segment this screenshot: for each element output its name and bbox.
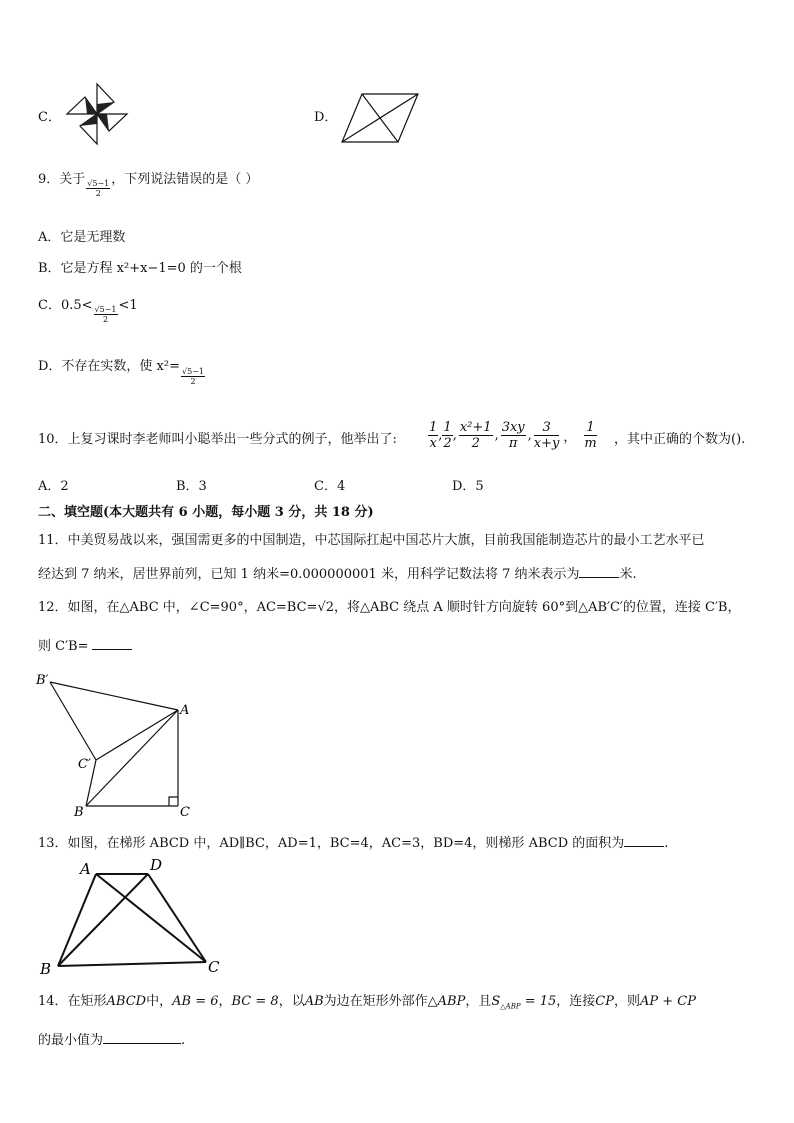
label-d: D bbox=[150, 856, 163, 874]
label-b: B bbox=[40, 960, 52, 978]
q10-fraction-5 bbox=[534, 420, 560, 451]
q14-rect-name: ABCD bbox=[106, 994, 147, 1009]
q14-area-subscript: △ABP bbox=[500, 1002, 521, 1011]
q8-option-c-label: C． bbox=[38, 110, 61, 125]
q14-text-7: ，则 bbox=[614, 994, 641, 1009]
q12-sqrt2: √2 bbox=[317, 600, 334, 615]
q14-ab: AB bbox=[304, 994, 324, 1009]
segment-b-prime-c-prime bbox=[50, 682, 96, 760]
q9-option-b: B．它是方程 x²+x−1=0 的一个根 bbox=[38, 261, 242, 276]
q13-trapezoid-figure bbox=[36, 856, 226, 978]
q11-answer-blank bbox=[579, 565, 619, 578]
q14-triangle-name: ABP bbox=[437, 994, 466, 1009]
q10-fraction-3 bbox=[459, 420, 493, 451]
q14-text-5: ，且 bbox=[465, 994, 492, 1009]
q14-cp: CP bbox=[595, 994, 614, 1009]
q14-area-value: = 15 bbox=[520, 994, 557, 1009]
q9-stem-suffix: ，下列说法错误的是（ ） bbox=[111, 172, 259, 187]
q9-option-c bbox=[38, 296, 138, 324]
label-a: A bbox=[180, 703, 190, 718]
q10-fraction-1-den: x bbox=[429, 436, 437, 451]
q11-line-2 bbox=[38, 565, 637, 583]
q14-text-1: 14．在矩形 bbox=[38, 994, 107, 1009]
segment-a-b bbox=[58, 874, 96, 966]
q9-expression bbox=[86, 179, 110, 198]
q9-option-d bbox=[38, 357, 206, 386]
q10-fraction-2-num: 1 bbox=[443, 420, 452, 435]
q14-line-1 bbox=[38, 994, 696, 1015]
q14-ab-equation: AB = 6 bbox=[172, 994, 219, 1009]
rhombus-figure bbox=[340, 92, 420, 144]
q11-line-2-suffix: 米. bbox=[619, 567, 637, 582]
q10-fraction-1 bbox=[428, 420, 438, 451]
q12-line-1 bbox=[38, 600, 740, 616]
pinwheel-figure bbox=[64, 82, 130, 146]
q14-text-6: ，连接 bbox=[556, 994, 596, 1009]
q10-fraction-5-den: x+y bbox=[533, 436, 560, 451]
q9-option-c-den: 2 bbox=[102, 315, 109, 324]
q9-option-c-expression bbox=[94, 305, 118, 324]
q10-fraction-4-den: π bbox=[508, 436, 518, 451]
segment-d-b bbox=[58, 874, 148, 966]
right-angle-marker bbox=[169, 797, 178, 806]
q9-stem-prefix: 9．关于 bbox=[38, 172, 86, 187]
q10-option-d: D．5 bbox=[452, 479, 484, 494]
q12-rotation-figure bbox=[30, 670, 200, 820]
label-b: B bbox=[74, 805, 84, 820]
q11-line-2-prefix: 经达到 7 纳米，居世界前列，已知 1 纳米=0.000000001 米，用科学记数法将 7 纳米表示为 bbox=[38, 567, 580, 582]
q10-fraction-5-num: 3 bbox=[534, 420, 560, 436]
segment-d-c bbox=[148, 874, 206, 962]
q10-fraction-2 bbox=[442, 420, 452, 451]
q10-separator-3: , bbox=[494, 428, 499, 443]
q13-stem-prefix: 13．如图，在梯形 ABCD 中，AD∥BC，AD=1，BC=4，AC=3，BD=4，则梯形 ABCD 的面积为 bbox=[38, 836, 625, 851]
q10-option-a: A．2 bbox=[38, 479, 69, 494]
q10-fraction-1-num: 1 bbox=[429, 420, 438, 435]
q9-option-a: A．它是无理数 bbox=[38, 230, 126, 245]
label-a: A bbox=[80, 860, 91, 878]
segment-a-c bbox=[96, 874, 206, 962]
q14-area-symbol: S bbox=[491, 994, 501, 1009]
segment-b-c bbox=[58, 962, 206, 966]
q10-separator-2: , bbox=[452, 428, 457, 443]
q14-comma: ， bbox=[218, 994, 232, 1009]
q10-fraction-3-den: 2 bbox=[471, 436, 480, 451]
rhombus-diagonal-2 bbox=[342, 94, 418, 142]
q10-separator-4: , bbox=[527, 428, 532, 443]
q12-answer-blank bbox=[92, 637, 132, 650]
q9-option-d-den: 2 bbox=[190, 377, 196, 386]
q12-line-2 bbox=[38, 637, 132, 655]
q14-text-2: 中， bbox=[146, 994, 173, 1009]
q10-option-c: C．4 bbox=[314, 479, 346, 494]
q14-text-4: 为边在矩形外部作△ bbox=[323, 994, 438, 1009]
q9-stem bbox=[38, 170, 259, 198]
q10-option-b: B．3 bbox=[176, 479, 207, 494]
q14-answer-blank bbox=[103, 1031, 181, 1044]
section-2-heading: 二、填空题(本大题共有 6 小题，每小题 3 分，共 18 分) bbox=[38, 505, 374, 520]
q10-separator-5: ， bbox=[563, 430, 577, 445]
q14-text-3: ，以 bbox=[278, 994, 305, 1009]
q13-stem-suffix: . bbox=[664, 836, 669, 851]
q12-line-1-prefix: 12．如图，在△ABC 中，∠C=90°，AC=BC= bbox=[38, 600, 318, 615]
q10-fraction-list bbox=[428, 420, 599, 451]
q9-option-c-suffix: <1 bbox=[118, 298, 138, 313]
q10-fraction-2-den: 2 bbox=[443, 436, 452, 451]
q9-option-d-num: √5−1 bbox=[182, 367, 204, 376]
q10-fraction-6-den: m bbox=[584, 436, 597, 451]
q9-option-c-num: √5−1 bbox=[94, 305, 117, 314]
q10-stem-prefix: 10．上复习课时李老师叫小聪举出一些分式的例子，他举出了: bbox=[38, 432, 397, 447]
q10-fraction-4 bbox=[501, 420, 526, 451]
q8-option-d-label: D． bbox=[314, 110, 338, 125]
q9-expression-den: 2 bbox=[95, 189, 101, 198]
q9-option-c-prefix: C．0.5< bbox=[38, 298, 93, 313]
q11-line-1: 11．中美贸易战以来，强国需更多的中国制造，中芯国际扛起中国芯片大旗，目前我国能制造芯片的最小工艺水平已 bbox=[38, 533, 705, 548]
q14-line-2-suffix: . bbox=[181, 1033, 186, 1048]
label-c: C bbox=[208, 958, 220, 976]
label-c-prime: C′ bbox=[78, 757, 91, 772]
q14-sum-expression: AP + CP bbox=[640, 994, 697, 1009]
q10-fraction-6-num: 1 bbox=[584, 420, 596, 436]
q12-line-2-prefix: 则 C′B= bbox=[38, 639, 89, 654]
q10-stem-suffix: ，其中正确的个数为(). bbox=[614, 432, 746, 447]
q14-line-2-prefix: 的最小值为 bbox=[38, 1033, 104, 1048]
q10-fraction-4-num: 3xy bbox=[501, 420, 525, 435]
q9-expression-num: √5−1 bbox=[87, 179, 110, 188]
q14-bc-equation: BC = 8 bbox=[231, 994, 279, 1009]
q10-fraction-6 bbox=[584, 420, 596, 451]
q9-option-d-expression bbox=[181, 367, 205, 386]
q14-line-2 bbox=[38, 1031, 185, 1049]
q12-line-1-suffix: ，将△ABC 绕点 A 顺时针方向旋转 60°到△AB′C′的位置，连接 C′B， bbox=[334, 600, 741, 615]
label-c: C bbox=[180, 805, 190, 820]
q13-stem bbox=[38, 834, 668, 852]
segment-b-prime-a bbox=[50, 682, 178, 710]
q10-fraction-3-num: x²+1 bbox=[459, 420, 492, 435]
q10-separator-1: , bbox=[438, 428, 443, 443]
q9-option-d-prefix: D．不存在实数，使 x²= bbox=[38, 359, 180, 374]
label-b-prime: B′ bbox=[36, 673, 49, 688]
q13-answer-blank bbox=[624, 834, 664, 847]
